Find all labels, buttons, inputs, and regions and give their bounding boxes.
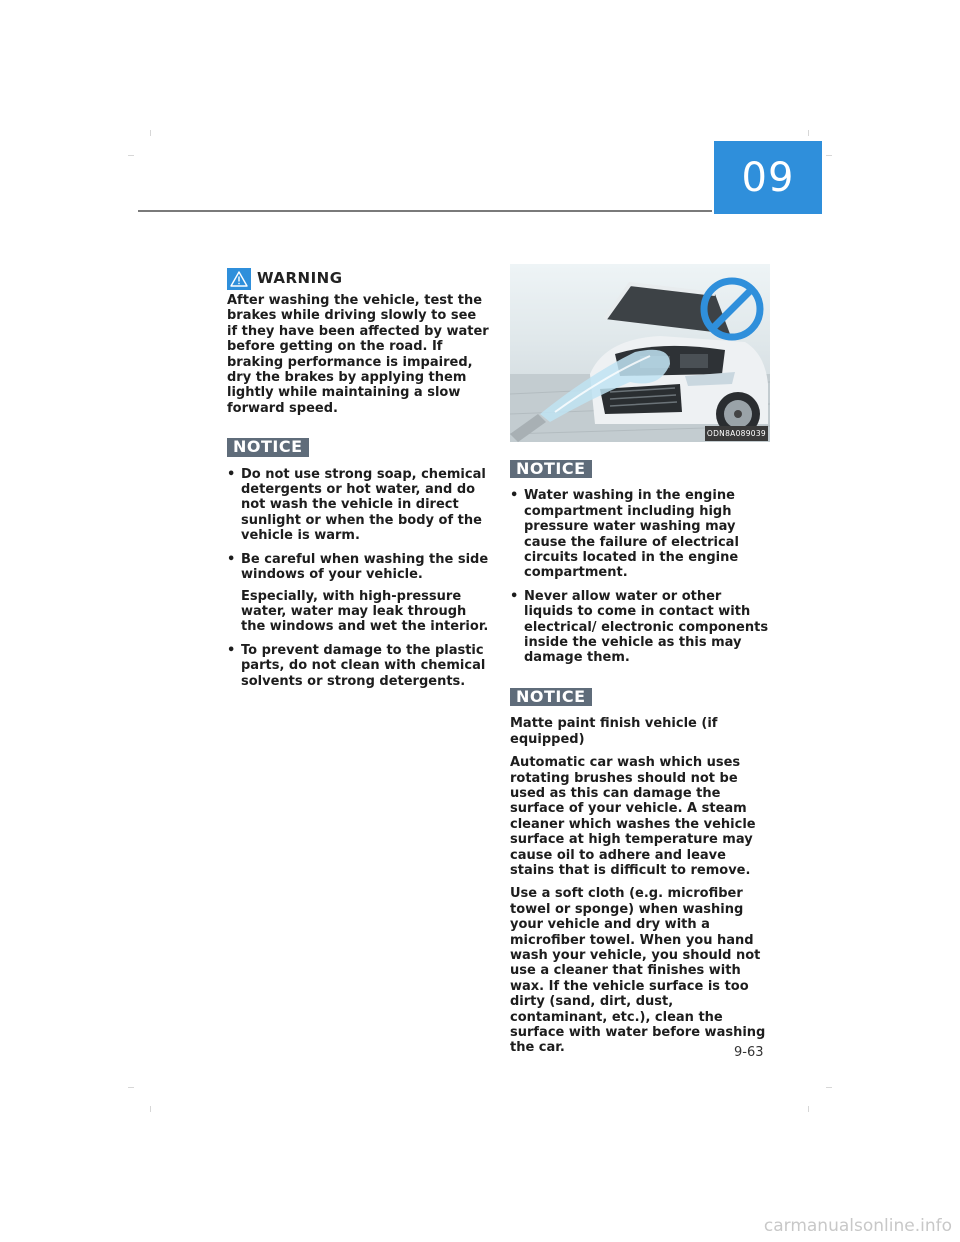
warning-triangle-icon (227, 268, 251, 290)
crop-mark (808, 130, 809, 136)
list-item-text: Never allow water or other liquids to come in contact with electrical/ electronic components inside the vehicle as this may damage them. (524, 588, 769, 666)
notice-paragraph: Automatic car wash which uses rotating brushes should not be used as this can damage the surface of your vehicle. A steam cleaner which washes the vehicle surface at high temperature may cause oil to adhere and leave stains that is difficult to remove. (510, 755, 756, 878)
crop-mark (150, 1106, 151, 1112)
bullet-icon: • (510, 588, 519, 604)
chapter-tab: 09 (714, 141, 822, 214)
bullet-icon: • (227, 551, 236, 567)
notice-badge: NOTICE (510, 460, 592, 478)
figure-code: ODN8A089039 (705, 426, 768, 441)
list-item (510, 589, 772, 666)
list-item (227, 552, 489, 635)
notice-badge: NOTICE (510, 688, 592, 706)
notice-badge: NOTICE (227, 438, 309, 456)
list-item (227, 467, 489, 544)
crop-mark (826, 1087, 832, 1088)
crop-mark (128, 155, 134, 156)
footer-watermark: carmanualsonline.info (763, 1216, 952, 1236)
list-item (510, 488, 772, 580)
notice-heading: Matte paint finish vehicle (if equipped) (510, 716, 718, 747)
list-item (227, 643, 489, 689)
list-item-text: Do not use strong soap, chemical detergents or hot water, and do not wash the vehicle in direct sunlight or when the body of the vehicle is warm. (241, 466, 486, 544)
crop-mark (150, 130, 151, 136)
list-item-text: Water washing in the engine compartment including high pressure water washing may cause the failure of electrical circuits located in the engine compartment. (524, 488, 739, 581)
left-column (227, 268, 489, 697)
bullet-icon: • (227, 642, 236, 658)
car-hood-open-image (510, 264, 770, 442)
list-item-text: To prevent damage to the plastic parts, do not clean with chemical solvents or strong detergents. (241, 642, 486, 689)
crop-mark (826, 155, 832, 156)
list-item-subtext: Especially, with high-pressure water, water may leak through the windows and wet the interior. (241, 588, 489, 635)
engine-wash-illustration (510, 264, 770, 442)
page-number: 9-63 (734, 1045, 764, 1060)
bullet-icon: • (510, 488, 519, 504)
warning-title: WARNING (257, 269, 343, 288)
list-item-text: Be careful when washing the side windows of your vehicle. (241, 551, 489, 583)
header-rule (138, 210, 712, 212)
crop-mark (128, 1087, 134, 1088)
notice-paragraph: Use a soft cloth (e.g. microfiber towel or sponge) when washing your vehicle and dry with a microfiber towel. When you hand wash your vehicle, you should not use a cleaner that finishes with wax. If the vehicle surface is too dirty (sand, dirt, dust, contaminant, etc.), clean the surface with water before washing the car. (510, 886, 766, 1056)
bullet-icon: • (227, 466, 236, 482)
right-column (510, 264, 772, 1064)
warning-text: After washing the vehicle, test the brakes while driving slowly to see if they have been affected by water before getting on the road. If braking performance is impaired, dry the brakes by applying them lightly while maintaining a slow forward speed. (227, 293, 489, 416)
notice-list (227, 467, 489, 689)
crop-mark (808, 1106, 809, 1112)
warning-header (227, 268, 489, 290)
notice-list (510, 488, 772, 665)
